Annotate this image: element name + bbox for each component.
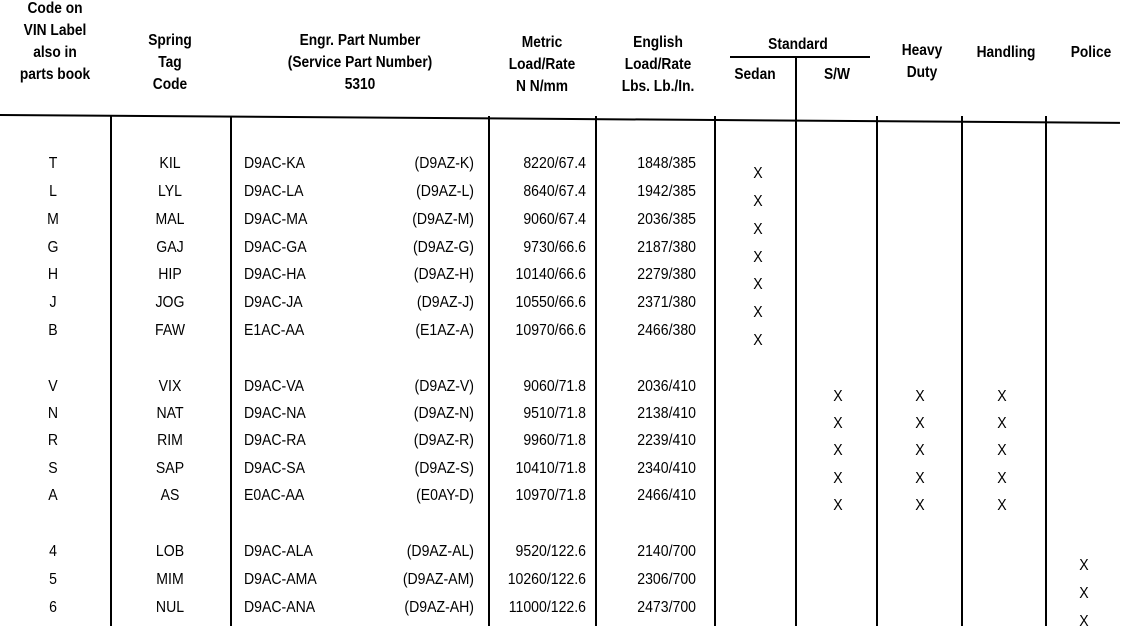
cell-english: 2473/700 [637, 599, 696, 616]
cell-heavy: X [915, 497, 925, 514]
column-divider [595, 116, 597, 626]
cell-metric: 10550/66.6 [515, 294, 586, 311]
cell-service: (D9AZ-L) [416, 183, 474, 200]
cell-engr: D9AC-MA [244, 211, 308, 228]
cell-spring: LYL [157, 183, 183, 200]
cell-spring: MAL [155, 211, 185, 228]
cell-service: (D9AZ-M) [412, 211, 474, 228]
cell-spring: AS [160, 487, 180, 504]
cell-english: 2466/410 [637, 487, 696, 504]
cell-heavy: X [915, 415, 925, 432]
cell-english: 2306/700 [637, 571, 696, 588]
cell-code: J [49, 294, 57, 311]
cell-sw: X [833, 470, 843, 487]
cell-english: 2036/410 [637, 378, 696, 395]
cell-spring: SAP [155, 460, 185, 477]
cell-service: (E1AZ-A) [415, 322, 474, 339]
cell-code: H [47, 266, 59, 283]
cell-engr: E0AC-AA [244, 487, 305, 504]
cell-service: (D9AZ-G) [412, 239, 474, 256]
cell-handling: X [997, 415, 1007, 432]
header-heavy-duty: Heavy Duty [901, 42, 943, 81]
cell-metric: 10140/66.6 [515, 266, 586, 283]
header-sedan: Sedan [734, 66, 776, 83]
cell-english: 2340/410 [637, 460, 696, 477]
cell-code: G [47, 239, 59, 256]
cell-metric: 9730/66.6 [523, 239, 586, 256]
header-engr-part-number: Engr. Part Number (Service Part Number) 5310 [287, 32, 433, 93]
cell-code: T [48, 155, 58, 172]
cell-spring: JOG [155, 294, 185, 311]
header-police: Police [1070, 44, 1112, 61]
cell-metric: 9960/71.8 [523, 432, 586, 449]
header-standard: Standard [768, 36, 828, 53]
cell-service: (D9AZ-R) [413, 432, 474, 449]
header-metric-load-rate: Metric Load/Rate N N/mm [508, 34, 576, 95]
cell-handling: X [997, 470, 1007, 487]
cell-service: (D9AZ-K) [414, 155, 474, 172]
cell-police: X [1079, 613, 1089, 630]
cell-engr: D9AC-KA [244, 155, 306, 172]
cell-spring: GAJ [156, 239, 184, 256]
cell-english: 2466/380 [637, 322, 696, 339]
cell-engr: D9AC-RA [244, 432, 306, 449]
cell-spring: NUL [155, 599, 185, 616]
cell-code: L [49, 183, 57, 200]
cell-sedan: X [753, 276, 763, 293]
header-code-on-vin-label: Code on VIN Label also in parts book [19, 0, 91, 83]
cell-code: 6 [49, 599, 57, 616]
cell-english: 1942/385 [637, 183, 696, 200]
cell-service: (D9AZ-S) [414, 460, 474, 477]
cell-metric: 8640/67.4 [523, 183, 586, 200]
cell-code: R [47, 432, 59, 449]
cell-sedan: X [753, 221, 763, 238]
cell-code: A [48, 487, 58, 504]
column-divider [714, 116, 716, 626]
cell-code: N [47, 405, 59, 422]
header-spring-tag-code: Spring Tag Code [148, 32, 192, 93]
column-divider [795, 58, 797, 626]
cell-engr: D9AC-AMA [244, 571, 317, 588]
cell-sedan: X [753, 249, 763, 266]
cell-english: 2036/385 [637, 211, 696, 228]
cell-handling: X [997, 497, 1007, 514]
cell-service: (D9AZ-AH) [404, 599, 474, 616]
column-divider [961, 116, 963, 626]
cell-code: M [47, 211, 59, 228]
cell-metric: 9060/67.4 [523, 211, 586, 228]
cell-sw: X [833, 442, 843, 459]
cell-english: 2140/700 [637, 543, 696, 560]
cell-service: (E0AY-D) [416, 487, 474, 504]
cell-spring: HIP [158, 266, 182, 283]
cell-english: 2239/410 [637, 432, 696, 449]
header-rule [0, 114, 1120, 123]
header-handling: Handling [976, 44, 1036, 61]
cell-heavy: X [915, 442, 925, 459]
header-sw: S/W [824, 66, 850, 83]
cell-service: (D9AZ-AL) [406, 543, 474, 560]
cell-metric: 9060/71.8 [523, 378, 586, 395]
cell-engr: D9AC-ANA [244, 599, 316, 616]
cell-engr: D9AC-SA [244, 460, 306, 477]
cell-metric: 10970/71.8 [515, 487, 586, 504]
cell-metric: 11000/122.6 [508, 599, 586, 616]
cell-service: (D9AZ-AM) [402, 571, 474, 588]
cell-code: 5 [49, 571, 57, 588]
cell-code: B [48, 322, 58, 339]
cell-spring: MIM [156, 571, 184, 588]
cell-handling: X [997, 442, 1007, 459]
cell-spring: VIX [158, 378, 182, 395]
cell-english: 2138/410 [637, 405, 696, 422]
column-divider [230, 116, 232, 626]
cell-metric: 9510/71.8 [523, 405, 586, 422]
cell-sw: X [833, 497, 843, 514]
cell-police: X [1079, 585, 1089, 602]
cell-engr: D9AC-NA [244, 405, 306, 422]
cell-english: 2279/380 [637, 266, 696, 283]
cell-code: 4 [49, 543, 57, 560]
column-divider [876, 116, 878, 626]
cell-english: 2371/380 [637, 294, 696, 311]
cell-heavy: X [915, 470, 925, 487]
cell-sw: X [833, 415, 843, 432]
cell-code: V [48, 378, 58, 395]
cell-engr: D9AC-ALA [244, 543, 313, 560]
cell-sw: X [833, 388, 843, 405]
column-divider [1045, 116, 1047, 626]
cell-sedan: X [753, 332, 763, 349]
header-english-load-rate: English Load/Rate Lbs. Lb./In. [621, 34, 695, 95]
cell-engr: E1AC-AA [244, 322, 305, 339]
standard-underline [730, 56, 870, 58]
cell-sedan: X [753, 165, 763, 182]
cell-metric: 9520/122.6 [515, 543, 586, 560]
cell-police: X [1079, 557, 1089, 574]
column-divider [488, 116, 490, 626]
cell-metric: 10260/122.6 [507, 571, 586, 588]
column-divider [110, 116, 112, 626]
cell-spring: LOB [155, 543, 185, 560]
cell-spring: KIL [159, 155, 181, 172]
cell-engr: D9AC-LA [244, 183, 304, 200]
cell-code: S [48, 460, 58, 477]
cell-sedan: X [753, 304, 763, 321]
cell-spring: NAT [156, 405, 184, 422]
cell-engr: D9AC-JA [244, 294, 303, 311]
cell-metric: 10410/71.8 [515, 460, 586, 477]
cell-engr: D9AC-VA [244, 378, 304, 395]
cell-service: (D9AZ-H) [413, 266, 474, 283]
cell-engr: D9AC-HA [244, 266, 306, 283]
cell-spring: RIM [157, 432, 183, 449]
cell-metric: 10970/66.6 [515, 322, 586, 339]
cell-service: (D9AZ-J) [416, 294, 474, 311]
cell-english: 1848/385 [637, 155, 696, 172]
cell-heavy: X [915, 388, 925, 405]
cell-english: 2187/380 [637, 239, 696, 256]
cell-metric: 8220/67.4 [523, 155, 586, 172]
cell-sedan: X [753, 193, 763, 210]
cell-engr: D9AC-GA [244, 239, 307, 256]
cell-service: (D9AZ-V) [414, 378, 474, 395]
cell-service: (D9AZ-N) [413, 405, 474, 422]
cell-spring: FAW [154, 322, 185, 339]
cell-handling: X [997, 388, 1007, 405]
